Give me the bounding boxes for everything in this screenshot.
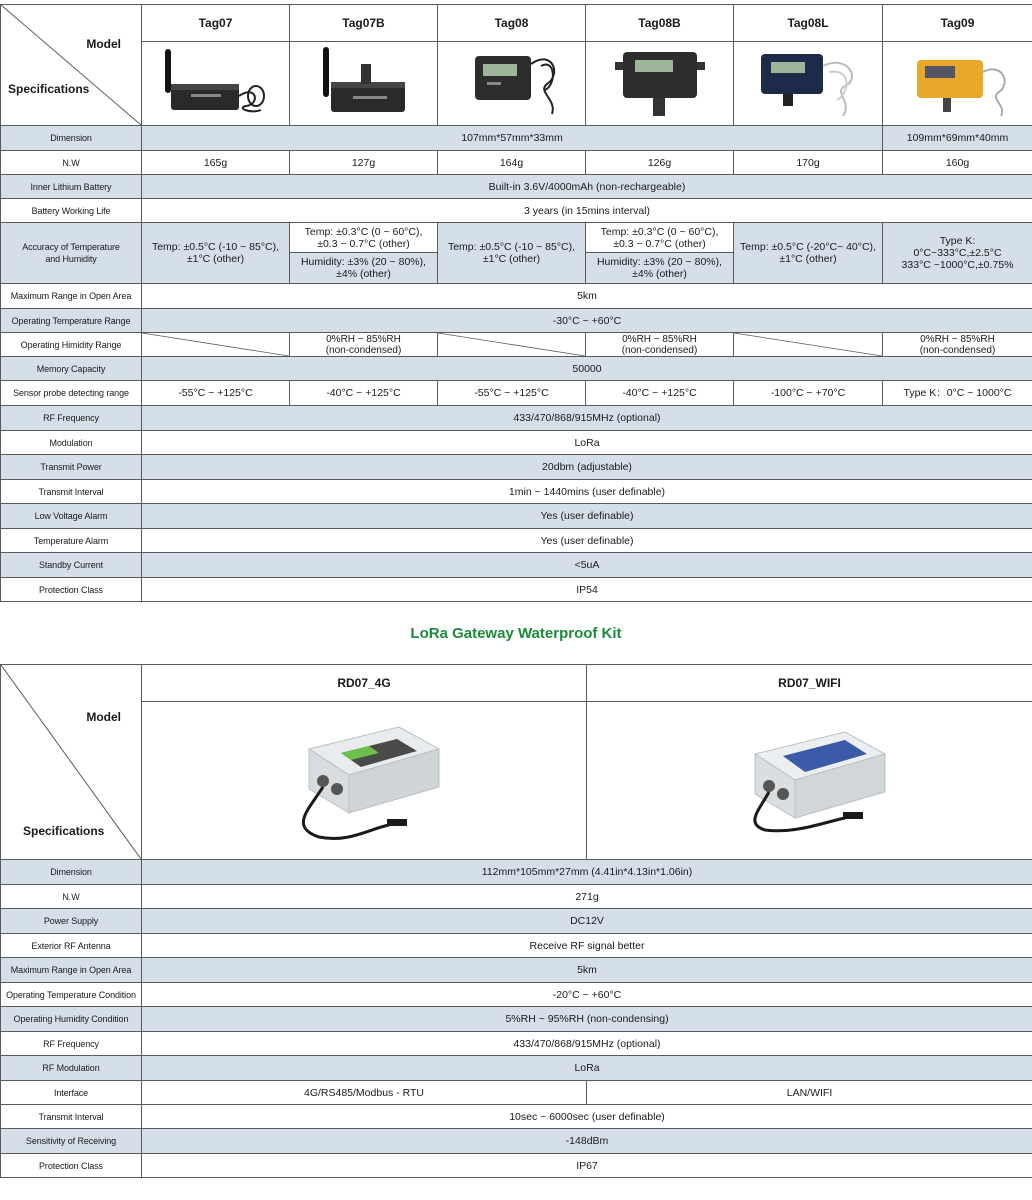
row-gw-protection <box>1 1154 1032 1178</box>
gateway-spec-table <box>0 664 1032 1178</box>
tag08b-image <box>586 42 734 126</box>
value-dimension-tag09: 109mm*69mm*40mm <box>883 126 1032 151</box>
value-nw: 126g <box>586 151 734 175</box>
tag07b-image <box>290 42 438 126</box>
row-gw-rf-freq <box>1 1032 1032 1056</box>
value-nw: 165g <box>142 151 290 175</box>
row-gw-op-temp <box>1 983 1032 1007</box>
value-battery-life: 3 years (in 15mins interval) <box>142 199 1032 223</box>
model-tag08l: Tag08L <box>734 5 883 42</box>
label-gw: Power Supply <box>1 909 142 934</box>
label-gw-interface: Interface <box>1 1081 142 1105</box>
label-gw: Transmit Interval <box>1 1105 142 1129</box>
label-gw: RF Modulation <box>1 1056 142 1081</box>
model-rd07-wifi: RD07_WIFI <box>587 665 1032 702</box>
value-transmit-power: 20dbm (adjustable) <box>142 455 1032 480</box>
value-protection: IP54 <box>142 578 1032 602</box>
accuracy-humidity <box>586 253 733 283</box>
label-gw: Operating Temperature Condition <box>1 983 142 1007</box>
corner-model-label: Model <box>86 37 121 51</box>
value-nw: 127g <box>290 151 438 175</box>
label-memory: Memory Capacity <box>1 357 142 381</box>
corner-model-label: Model <box>86 710 121 724</box>
accuracy-line: Temp: ±0.5°C (-10 ~ 85°C), <box>447 241 576 253</box>
value-gw: 10sec ~ 6000sec (user definable) <box>142 1105 1032 1129</box>
humidity-line: 0%RH ~ 85%RH <box>622 333 697 345</box>
value-interface-4g: 4G/RS485/Modbus - RTU <box>142 1081 587 1105</box>
value-probe: Type K：0°C ~ 1000°C <box>883 381 1032 406</box>
value-nw: 164g <box>438 151 586 175</box>
table-corner <box>1 5 142 126</box>
value-op-temp: -30°C ~ +60°C <box>142 309 1032 333</box>
value-interface-wifi: LAN/WIFI <box>587 1081 1032 1105</box>
label-low-voltage: Low Voltage Alarm <box>1 504 142 529</box>
row-memory <box>1 357 1032 381</box>
humidity-line: 0%RH ~ 85%RH <box>326 333 401 345</box>
label-transmit-power: Transmit Power <box>1 455 142 480</box>
humidity-line: 0%RH ~ 85%RH <box>920 333 995 345</box>
rd07-wifi-gateway-icon <box>725 714 895 844</box>
row-battery-life <box>1 199 1032 223</box>
tag08-device-icon <box>457 44 567 120</box>
humidity-line: (non-condensed) <box>919 344 996 356</box>
value-memory: 50000 <box>142 357 1032 381</box>
value-op-humidity <box>883 333 1032 357</box>
accuracy-line: Humidity: ±3% (20 ~ 80%), <box>300 256 427 268</box>
kit-title: LoRa Gateway Waterproof Kit <box>410 625 622 642</box>
value-temp-alarm: Yes (user definable) <box>142 529 1032 553</box>
model-tag08b: Tag08B <box>586 5 734 42</box>
accuracy-line: 333°C ~1000°C,±0.75% <box>901 259 1014 271</box>
tag-spec-table <box>0 4 1032 602</box>
model-tag07: Tag07 <box>142 5 290 42</box>
tag08l-image <box>734 42 883 126</box>
label-op-temp: Operating Temperature Range <box>1 309 142 333</box>
row-rf-frequency <box>1 406 1032 431</box>
tag08l-device-icon <box>753 44 863 120</box>
value-max-range: 5km <box>142 284 1032 309</box>
accuracy-line: Temp: ±0.3°C (0 ~ 60°C), <box>600 225 719 238</box>
tag08b-device-icon <box>605 44 715 120</box>
row-gw-dimension <box>1 860 1032 885</box>
not-applicable-cell <box>438 333 586 357</box>
corner-diagonal <box>1 5 141 125</box>
label-gw: Sensitivity of Receiving <box>1 1129 142 1154</box>
value-probe: -55°C ~ +125°C <box>142 381 290 406</box>
accuracy-line: Temp: ±0.3°C (0 ~ 60°C), <box>304 225 423 238</box>
row-gw-sensitivity <box>1 1129 1032 1154</box>
label-nw: N.W <box>1 151 142 175</box>
label-gw: Operating Humidity Condition <box>1 1007 142 1032</box>
label-accuracy-line1: Accuracy of Temperature <box>22 242 120 252</box>
value-gw: 271g <box>142 885 1032 909</box>
corner-specs-label: Specifications <box>8 82 90 96</box>
row-dimension <box>1 126 1032 151</box>
accuracy-tag08 <box>438 223 586 284</box>
row-transmit-power <box>1 455 1032 480</box>
label-accuracy-line2: and Humidity <box>45 254 97 264</box>
row-gw-nw <box>1 885 1032 909</box>
accuracy-tag09 <box>883 223 1032 284</box>
label-gw: N.W <box>1 885 142 909</box>
row-probe <box>1 381 1032 406</box>
accuracy-temp <box>586 223 733 253</box>
row-gw-tx-interval <box>1 1105 1032 1129</box>
accuracy-tag08b <box>586 223 734 284</box>
label-rf-frequency: RF Frequency <box>1 406 142 431</box>
accuracy-line: ±4% (other) <box>336 268 391 280</box>
accuracy-line: ±4% (other) <box>632 268 687 280</box>
accuracy-line: ±1°C (other) <box>482 253 541 265</box>
row-gw-op-hum <box>1 1007 1032 1032</box>
humidity-line: (non-condensed) <box>621 344 698 356</box>
accuracy-tag08l <box>734 223 883 284</box>
accuracy-line: ±0.3 ~ 0.7°C (other) <box>317 237 410 250</box>
tag09-device-icon <box>903 44 1013 120</box>
row-nw <box>1 151 1032 175</box>
row-op-humidity <box>1 333 1032 357</box>
rd07-4g-gateway-icon <box>279 709 449 849</box>
value-gw: 433/470/868/915MHz (optional) <box>142 1032 1032 1056</box>
value-standby: <5uA <box>142 553 1032 578</box>
value-op-humidity <box>290 333 438 357</box>
accuracy-humidity <box>290 253 437 283</box>
value-gw: IP67 <box>142 1154 1032 1178</box>
row-temp-alarm <box>1 529 1032 553</box>
label-standby: Standby Current <box>1 553 142 578</box>
accuracy-line: 0°C~333°C,±2.5°C <box>913 247 1002 259</box>
label-gw: RF Frequency <box>1 1032 142 1056</box>
model-tag09: Tag09 <box>883 5 1032 42</box>
label-temp-alarm: Temperature Alarm <box>1 529 142 553</box>
value-gw: -20°C ~ +60°C <box>142 983 1032 1007</box>
value-battery: Built-in 3.6V/4000mAh (non-rechargeable) <box>142 175 1032 199</box>
row-gw-rf-mod <box>1 1056 1032 1081</box>
rd07-4g-image <box>142 702 587 860</box>
value-probe: -55°C ~ +125°C <box>438 381 586 406</box>
row-modulation <box>1 431 1032 455</box>
value-op-humidity <box>586 333 734 357</box>
value-probe: -100°C ~ +70°C <box>734 381 883 406</box>
label-max-range: Maximum Range in Open Area <box>1 284 142 309</box>
accuracy-tag07 <box>142 223 290 284</box>
row-gw-interface <box>1 1081 1032 1105</box>
value-gw: -148dBm <box>142 1129 1032 1154</box>
label-probe: Sensor probe detecting range <box>1 381 142 406</box>
value-probe: -40°C ~ +125°C <box>290 381 438 406</box>
row-transmit-interval <box>1 480 1032 504</box>
label-gw: Exterior RF Antenna <box>1 934 142 958</box>
value-transmit-interval: 1min ~ 1440mins (user definable) <box>142 480 1032 504</box>
label-protection: Protection Class <box>1 578 142 602</box>
label-accuracy <box>1 223 142 284</box>
row-protection <box>1 578 1032 602</box>
accuracy-line: ±0.3 ~ 0.7°C (other) <box>613 237 706 250</box>
row-accuracy <box>1 223 1032 284</box>
model-tag08: Tag08 <box>438 5 586 42</box>
label-battery-life: Battery Working Life <box>1 199 142 223</box>
rd07-wifi-image <box>587 702 1032 860</box>
accuracy-temp <box>290 223 437 253</box>
tag07-device-icon <box>161 44 271 120</box>
accuracy-line: ±1°C (other) <box>779 253 837 265</box>
row-op-temp <box>1 309 1032 333</box>
row-gw-range <box>1 958 1032 983</box>
tag09-image <box>883 42 1032 126</box>
value-gw: LoRa <box>142 1056 1032 1081</box>
value-nw: 170g <box>734 151 883 175</box>
value-nw: 160g <box>883 151 1032 175</box>
corner-specs-label: Specifications <box>23 824 105 838</box>
value-rf-frequency: 433/470/868/915MHz (optional) <box>142 406 1032 431</box>
label-transmit-interval: Transmit Interval <box>1 480 142 504</box>
tag07-image <box>142 42 290 126</box>
row-gw-power <box>1 909 1032 934</box>
value-gw: Receive RF signal better <box>142 934 1032 958</box>
not-applicable-cell <box>142 333 290 357</box>
label-battery: Inner Lithium Battery <box>1 175 142 199</box>
value-gw: 112mm*105mm*27mm (4.41in*4.13in*1.06in) <box>142 860 1032 885</box>
value-low-voltage: Yes (user definable) <box>142 504 1032 529</box>
value-gw: 5%RH ~ 95%RH (non-condensing) <box>142 1007 1032 1032</box>
value-probe: -40°C ~ +125°C <box>586 381 734 406</box>
row-gw-antenna <box>1 934 1032 958</box>
accuracy-line: Temp: ±0.5°C (-10 ~ 85°C), <box>151 241 280 253</box>
value-modulation: LoRa <box>142 431 1032 455</box>
accuracy-line: Type K: <box>939 235 976 247</box>
row-max-range <box>1 284 1032 309</box>
accuracy-line: Temp: ±0.5°C (-20°C~ 40°C), <box>740 241 876 253</box>
not-applicable-cell <box>734 333 883 357</box>
model-tag07b: Tag07B <box>290 5 438 42</box>
row-battery <box>1 175 1032 199</box>
label-gw: Maximum Range in Open Area <box>1 958 142 983</box>
row-low-voltage <box>1 504 1032 529</box>
model-rd07-4g: RD07_4G <box>142 665 587 702</box>
value-gw: 5km <box>142 958 1032 983</box>
accuracy-tag07b <box>290 223 438 284</box>
label-dimension: Dimension <box>1 126 142 151</box>
label-gw: Dimension <box>1 860 142 885</box>
accuracy-line: Humidity: ±3% (20 ~ 80%), <box>596 256 723 268</box>
tag08-image <box>438 42 586 126</box>
label-gw: Protection Class <box>1 1154 142 1178</box>
row-standby <box>1 553 1032 578</box>
label-modulation: Modulation <box>1 431 142 455</box>
accuracy-line: ±1°C (other) <box>186 253 245 265</box>
table-corner <box>1 665 142 860</box>
value-gw: DC12V <box>142 909 1032 934</box>
label-op-humidity: Operating Himidity Range <box>1 333 142 357</box>
tag07b-device-icon <box>309 44 419 120</box>
value-dimension-tag07-08l: 107mm*57mm*33mm <box>142 126 883 151</box>
humidity-line: (non-condensed) <box>325 344 402 356</box>
